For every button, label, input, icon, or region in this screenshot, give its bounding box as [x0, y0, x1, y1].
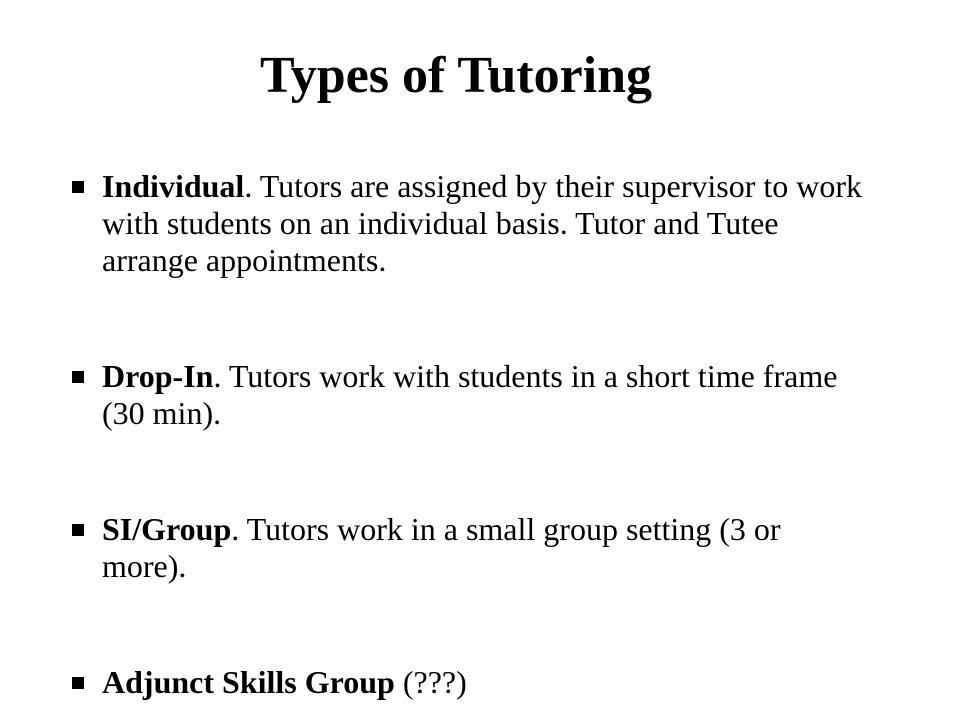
bullet-item-si-group	[72, 511, 872, 585]
slide-title: Types of Tutoring	[259, 47, 653, 104]
bullet-item-individual	[72, 168, 872, 279]
square-bullet-icon	[72, 181, 84, 193]
square-bullet-icon	[72, 524, 84, 536]
bullet-term: Adjunct Skills Group	[102, 664, 395, 700]
square-bullet-icon	[72, 677, 84, 689]
bullet-item-adjunct-skills-group	[72, 664, 872, 701]
bullet-item-drop-in	[72, 358, 872, 432]
bullet-description: . Tutors work with students in a short time frame (30 min).	[102, 358, 838, 431]
bullet-term: Drop-In	[102, 358, 214, 394]
bullet-description: . Tutors are assigned by their supervisor to work with students on an individual basis. Tutor and Tutee arrange appointments.	[102, 168, 863, 278]
square-bullet-icon	[72, 371, 84, 383]
bullet-list	[72, 168, 872, 701]
bullet-term: SI/Group	[102, 511, 232, 547]
bullet-description: . Tutors work in a small group setting (3 or more).	[102, 511, 781, 584]
bullet-term: Individual	[102, 168, 245, 204]
bullet-description: (???)	[394, 664, 467, 700]
